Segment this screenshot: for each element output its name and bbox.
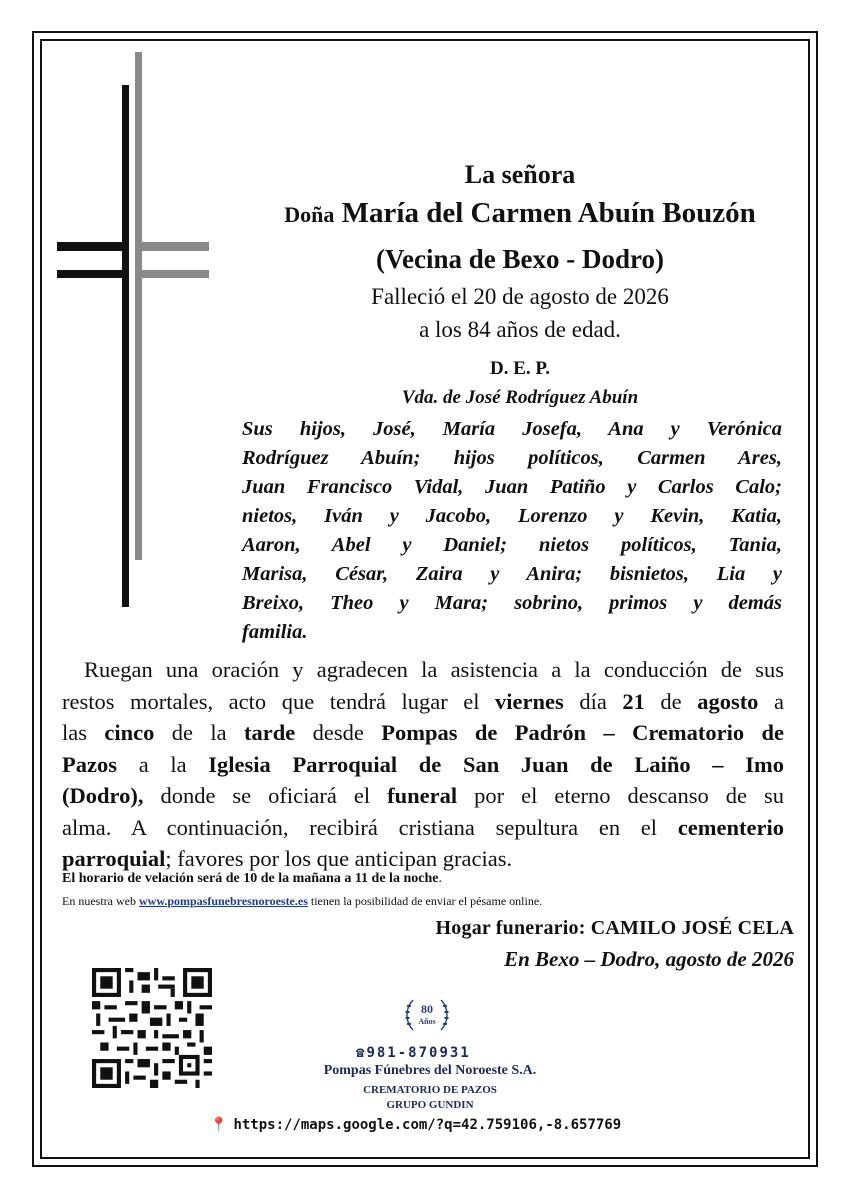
paragraph-line: restos mortales, acto que tendrá lugar el viernes día 21 de agosto a [62, 688, 784, 714]
family-line: nietos, Iván y Jacobo, Lorenzo y Kevin, Katia, [242, 505, 782, 527]
title-senora: La señora [464, 160, 576, 189]
family-list [242, 415, 782, 647]
family-line: Aaron, Abel y Daniel; nietos políticos, Tania, [242, 534, 782, 556]
widow-line: Vda. de José Rodríguez Abuín [401, 387, 639, 408]
family-line: familia. [242, 621, 308, 643]
phone-number[interactable]: ☎981-870931 [356, 1045, 471, 1061]
company-name: Pompas Fúnebres del Noroeste S.A. [323, 1063, 537, 1078]
wake-hours: El horario de velación será de 10 de la mañana a 11 de la noche. [62, 871, 442, 886]
family-line: Rodríguez Abuín; hijos políticos, Carmen Ares, [242, 447, 782, 469]
phone-icon: ☎ [356, 1045, 367, 1061]
web-notice: En nuestra web www.pompasfunebresnoroeste.es tienen la posibilidad de enviar el pésame online. [62, 894, 543, 908]
ceremony-paragraph [62, 654, 784, 875]
family-line: Breixo, Theo y Mara; sobrino, primos y demás [242, 592, 782, 614]
emblem-number: 80 [421, 1002, 433, 1016]
paragraph-line: (Dodro), donde se oficiará el funeral por el eterno descanso de su [62, 783, 784, 808]
residence-line: (Vecina de Bexo - Dodro) [376, 244, 664, 274]
cross-black-vertical [122, 85, 129, 607]
paragraph-line: parroquial; favores por los que anticipan gracias. [62, 846, 513, 871]
cross-gray-vertical [135, 52, 142, 560]
map-pin-icon: 📍 [210, 1117, 228, 1133]
cross-gray-top-bar [142, 242, 209, 251]
deceased-name [200, 197, 840, 230]
paragraph-line: Pazos a la Iglesia Parroquial de San Juan de Laiño – Imo [62, 751, 784, 777]
qr-code[interactable] [92, 968, 212, 1088]
group-name: GRUPO GUNDIN [386, 1099, 474, 1111]
cross-black-top-bar [57, 242, 122, 251]
title-dona: Doña [284, 202, 335, 227]
paragraph-line: alma. A continuación, recibirá cristiana sepultura en el cementerio [62, 814, 784, 840]
family-line: Sus hijos, José, María Josefa, Ana y Verónica [242, 418, 782, 440]
dep-line: D. E. P. [489, 358, 550, 379]
cross-gray-bottom-bar [142, 270, 209, 278]
name-text: María del Carmen Abuín Bouzón [341, 197, 756, 229]
paragraph-line: las cinco de la tarde desde Pompas de Padrón – Crematorio de [62, 720, 784, 745]
cross-black-bottom-bar [57, 270, 122, 278]
age-line: a los 84 años de edad. [419, 317, 621, 342]
place-date: En Bexo – Dodro, agosto de 2026 [504, 947, 794, 971]
maps-link[interactable]: 📍 https://maps.google.com/?q=42.759106,-8.657769 [210, 1117, 622, 1133]
family-line: Marisa, César, Zaira y Anira; bisnietos, Lia y [242, 563, 782, 585]
crematorium-name: CREMATORIO DE PAZOS [363, 1084, 497, 1096]
paragraph-line: Ruegan una oración y agradecen la asistencia a la conducción de sus [84, 657, 784, 682]
funeral-home: Hogar funerario: CAMILO JOSÉ CELA [435, 917, 794, 939]
website-link[interactable]: www.pompasfunebresnoroeste.es [138, 894, 308, 908]
death-date: Falleció el 20 de agosto de 2026 [371, 284, 669, 309]
family-line: Juan Francisco Vidal, Juan Patiño y Carlos Calo; [242, 476, 782, 498]
anniversary-emblem [403, 992, 451, 1038]
emblem-label: Años [418, 1017, 436, 1026]
